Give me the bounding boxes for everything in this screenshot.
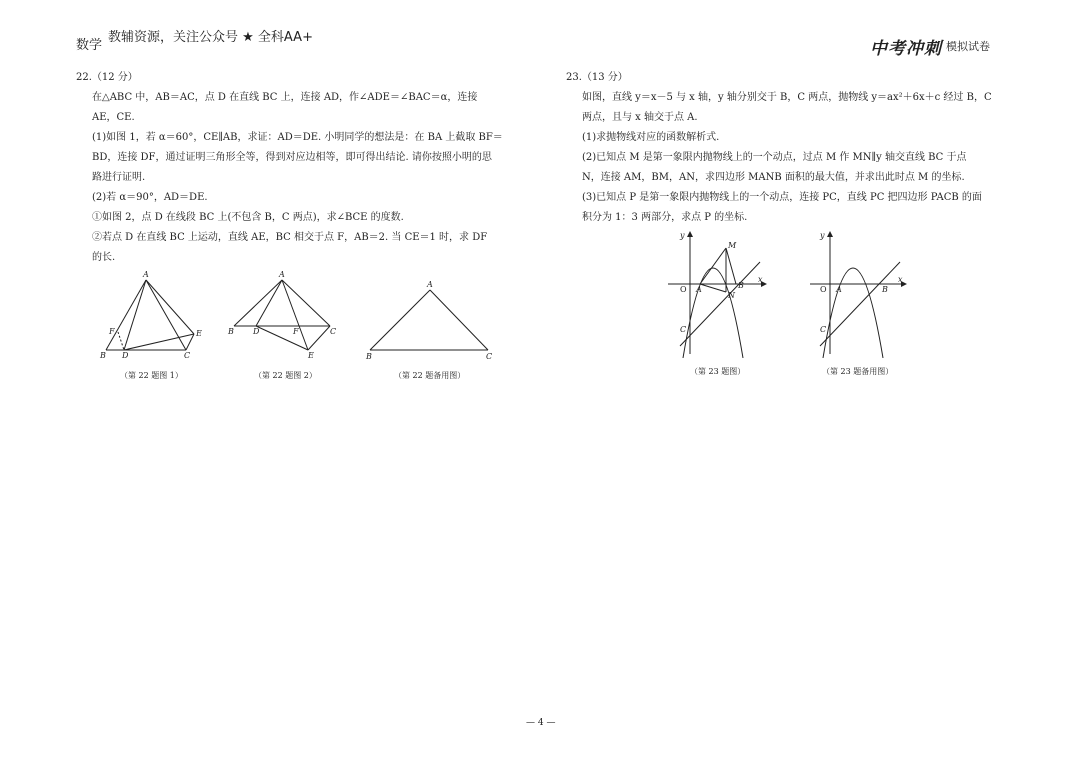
question-23-line: (2)已知点 M 是第一象限内抛物线上的一个动点，过点 M 作 MN∥y 轴交直线 BC 于点 [582, 152, 967, 163]
brand-logo: 中考冲刺 [870, 39, 942, 59]
figure-22-1 [96, 268, 216, 364]
question-22-line: ①如图 2，点 D 在线段 BC 上(不包含 B，C 两点)，求∠BCE 的度数. [92, 212, 404, 223]
label-e: E [196, 329, 202, 338]
question-22-line: 在△ABC 中，AB＝AC，点 D 在直线 BC 上，连接 AD，作∠ADE＝∠BAC＝α，连接 [92, 92, 478, 103]
question-22-line: ②若点 D 在直线 BC 上运动，直线 AE，BC 相交于点 F，AB＝2. 当 CE＝1 时，求 DF [92, 232, 488, 243]
label-a: A [836, 285, 842, 294]
label-b: B [882, 285, 888, 294]
label-b: B [738, 281, 744, 290]
label-y: y [680, 231, 685, 240]
question-22 [76, 68, 526, 268]
question-22-line: (2)若 α＝90°，AD＝DE. [92, 192, 208, 203]
label-y: y [820, 231, 825, 240]
label-c: C [184, 351, 191, 360]
label-f: F [109, 327, 115, 336]
question-22-line: 的长. [92, 252, 116, 263]
label-c: C [330, 327, 337, 336]
caption-23: （第 23 题图） [690, 367, 746, 376]
question-23-line: 两点，且与 x 轴交于点 A. [582, 112, 698, 123]
watermark-text: 教辅资源，关注公众号 ★ 全科AA+ [108, 30, 313, 45]
question-23-line: N，连接 AM，BM，AN，求四边形 MANB 面积的最大值，并求出此时点 M 的坐标. [582, 172, 965, 183]
label-o: O [820, 285, 827, 294]
question-22-line: AE，CE. [92, 112, 135, 123]
label-a: A [696, 285, 702, 294]
label-c: C [486, 352, 493, 361]
label-x: x [758, 275, 763, 284]
page-number: — 4 — [526, 718, 556, 728]
caption-22-1: （第 22 题图 1） [120, 371, 183, 380]
figure-23-backup [806, 228, 912, 358]
figure-22-backup [362, 278, 498, 364]
label-e: E [308, 351, 314, 360]
label-a: A [143, 270, 149, 279]
caption-22-backup: （第 22 题备用图） [394, 371, 466, 380]
question-23-line: 积分为 1：3 两部分，求点 P 的坐标. [582, 212, 748, 223]
figure-23 [666, 228, 772, 358]
label-x: x [898, 275, 903, 284]
question-22-line: (1)如图 1，若 α＝60°，CE∥AB，求证：AD＝DE. 小明同学的想法是：在 BA 上截取 BF＝ [92, 132, 503, 143]
label-f: F [293, 327, 299, 336]
question-23-line: (3)已知点 P 是第一象限内抛物线上的一个动点，连接 PC，直线 PC 把四边形 PACB 的面 [582, 192, 982, 203]
label-b: B [228, 327, 234, 336]
question-22-title: 22.（12 分） [76, 72, 138, 83]
label-a: A [279, 270, 285, 279]
label-m: M [728, 241, 737, 250]
paper-type-label: 模拟试卷 [946, 40, 990, 53]
question-23-title: 23.（13 分） [566, 72, 628, 83]
label-d: D [122, 351, 129, 360]
question-23 [566, 68, 1006, 228]
label-d: D [253, 327, 260, 336]
question-23-line: 如图，直线 y＝x－5 与 x 轴，y 轴分别交于 B，C 两点，抛物线 y＝ax²＋6x＋c 经过 B，C [582, 92, 992, 103]
question-22-line: BD，连接 DF，通过证明三角形全等，得到对应边相等，即可得出结论. 请你按照小明的思 [92, 152, 492, 163]
label-b: B [366, 352, 372, 361]
label-n: N [728, 291, 735, 300]
label-a: A [427, 280, 433, 289]
label-b: B [100, 351, 106, 360]
question-22-line: 路进行证明. [92, 172, 146, 183]
figure-22-2 [226, 268, 342, 364]
caption-23-backup: （第 23 题备用图） [822, 367, 894, 376]
label-c: C [820, 325, 827, 334]
label-o: O [680, 285, 687, 294]
label-c: C [680, 325, 687, 334]
subject-label: 数学 [76, 38, 103, 53]
caption-22-2: （第 22 题图 2） [254, 371, 317, 380]
question-23-line: (1)求抛物线对应的函数解析式. [582, 132, 720, 143]
